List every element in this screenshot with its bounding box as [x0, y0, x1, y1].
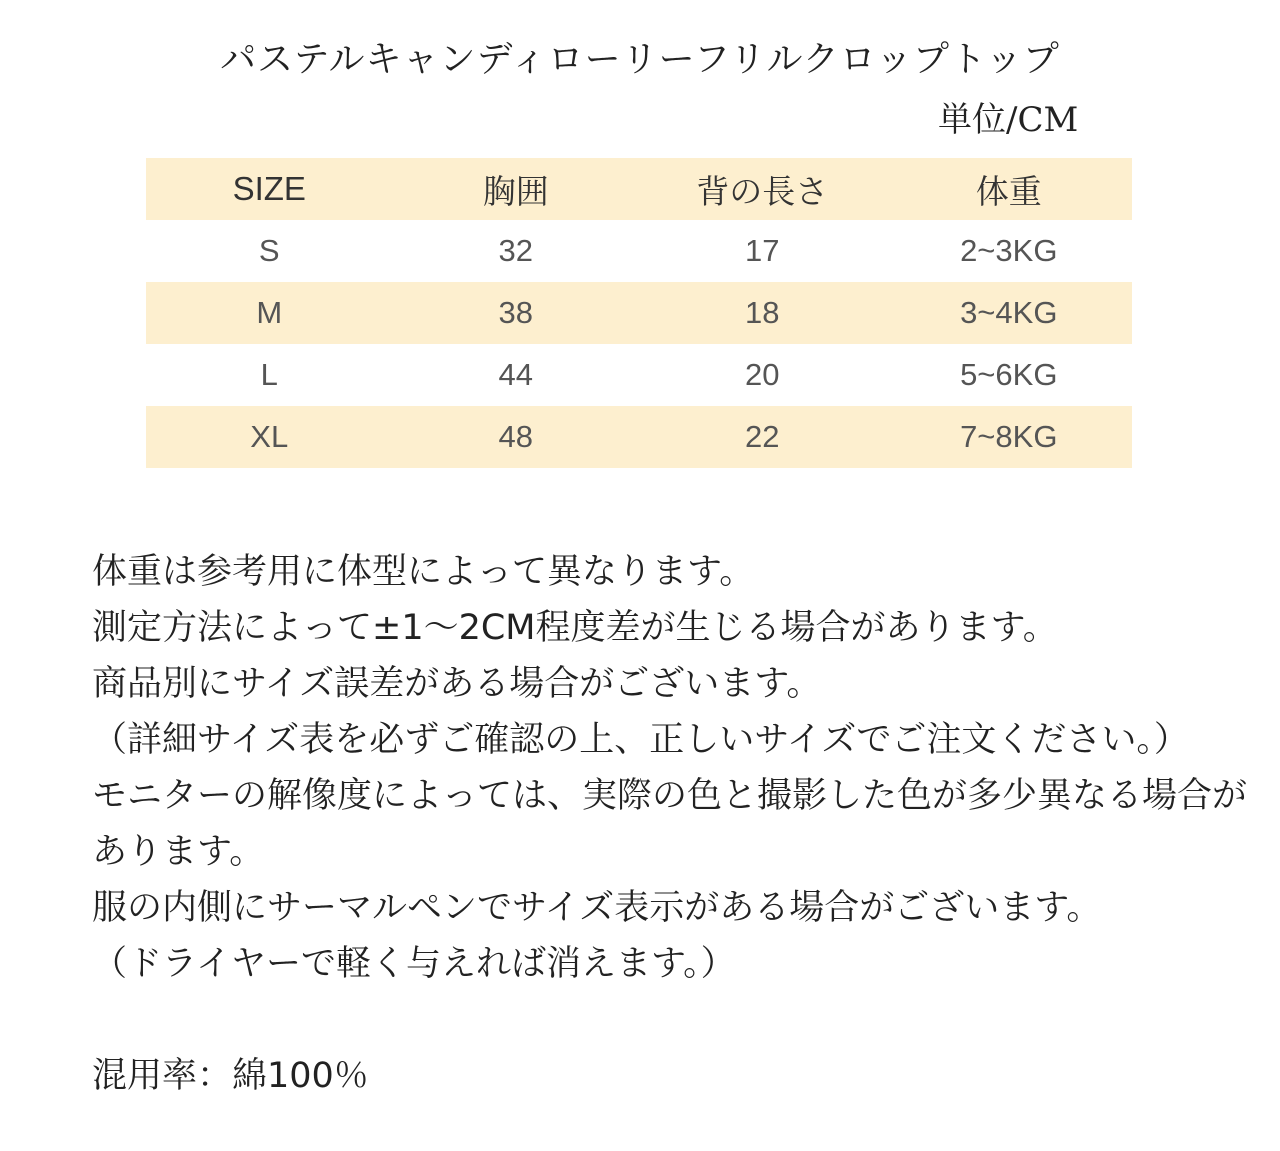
notes-section — [92, 544, 1262, 1104]
header-chest: 胸囲 — [482, 172, 549, 210]
unit-label: 単位/CM — [938, 100, 1079, 140]
table-row — [146, 344, 1132, 406]
cell-size: XL — [250, 419, 289, 454]
material-composition: 混用率：綿100％ — [92, 1056, 369, 1096]
product-title: パステルキャンディローリーフリルクロップトップ — [220, 39, 1060, 80]
header-back-length: 背の長さ — [696, 172, 829, 210]
cell-weight: 2~3KG — [960, 233, 1058, 268]
header-weight: 体重 — [975, 172, 1042, 210]
header-size: SIZE — [232, 170, 306, 207]
cell-weight: 3~4KG — [960, 295, 1058, 330]
table-row — [146, 406, 1132, 468]
note-check-size-chart: （詳細サイズ表を必ずご確認の上、正しいサイズでご注文ください。） — [92, 720, 1189, 760]
note-measurement-difference: 測定方法によって±1～2CM程度差が生じる場合があります。 — [92, 608, 1058, 648]
table-row — [146, 220, 1132, 282]
table-row — [146, 282, 1132, 344]
note-size-error: 商品別にサイズ誤差がある場合がございます。 — [92, 664, 822, 704]
cell-size: M — [256, 295, 283, 330]
note-dryer: （ドライヤーで軽く与えれば消えます。） — [92, 944, 736, 984]
cell-weight: 5~6KG — [960, 357, 1058, 392]
cell-chest: 38 — [498, 295, 533, 330]
cell-back-length: 22 — [745, 419, 780, 454]
cell-size: L — [260, 357, 278, 392]
cell-chest: 48 — [498, 419, 533, 454]
note-monitor-color: モニターの解像度によっては、実際の色と撮影した色が多少異なる場合があります。 — [92, 776, 1248, 872]
cell-size: S — [258, 233, 280, 268]
cell-weight: 7~8KG — [960, 419, 1058, 454]
cell-back-length: 17 — [745, 233, 780, 268]
cell-back-length: 20 — [745, 357, 780, 392]
size-table — [146, 158, 1132, 468]
note-thermal-pen: 服の内側にサーマルペンでサイズ表示がある場合がございます。 — [92, 888, 1102, 928]
table-header-row — [146, 158, 1132, 220]
cell-chest: 44 — [498, 357, 533, 392]
cell-back-length: 18 — [745, 295, 780, 330]
cell-chest: 32 — [498, 233, 533, 268]
spacer — [92, 992, 1262, 1048]
note-weight-reference: 体重は参考用に体型によって異なります。 — [92, 552, 755, 592]
